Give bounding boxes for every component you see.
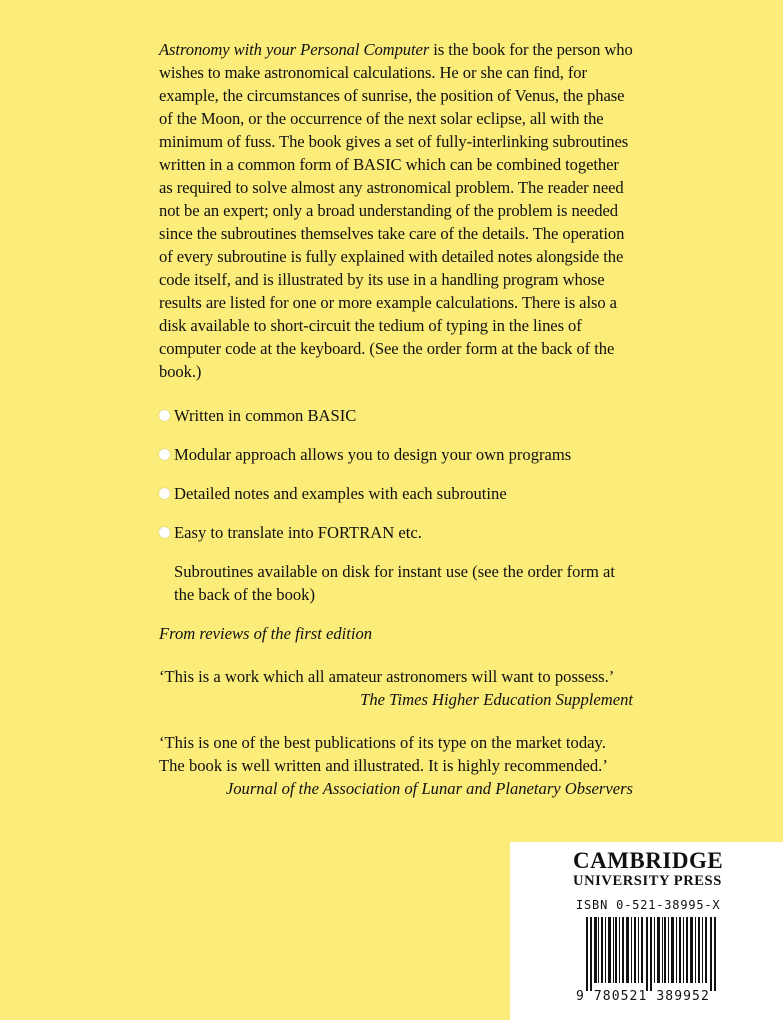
book-title: Astronomy with your Personal Computer bbox=[159, 40, 430, 59]
feature-item bbox=[159, 404, 633, 427]
feature-item bbox=[159, 482, 633, 505]
barcode-number: 9 780521 389952 bbox=[576, 989, 710, 1004]
isbn-label: ISBN 0-521-38995-X bbox=[576, 898, 721, 912]
review-source: Journal of the Association of Lunar and Planetary Observers bbox=[225, 779, 633, 798]
feature-item bbox=[159, 443, 633, 466]
bullet-icon bbox=[159, 488, 170, 499]
feature-text: Detailed notes and examples with each subroutine bbox=[174, 484, 507, 503]
publisher-logo-subtitle: UNIVERSITY PRESS bbox=[573, 873, 722, 889]
blurb-body: is the book for the person who wishes to make astronomical calculations. He or she can find, for example, the circumstances of sunrise, the position of Venus, the phase of the Moon, or the occurrence of the next solar eclipse, all with the minimum of fuss. The book gives a set of fully-interlinking subroutines written in a common form of BASIC which can be combined together as required to solve almost any astronomical problem. The reader need not be an expert; only a broad understanding of the problem is needed since the subroutines themselves take care of the details. The operation of every subroutine is fully explained with detailed notes alongside the code itself, and is illustrated by its use in a handling program whose results are listed for one or more example calculations. There is also a disk available to short-circuit the tedium of typing in the lines of computer code at the keyboard. (See the order form at the back of the book.) bbox=[159, 40, 633, 381]
review-quote: ‘This is one of the best publications of its type on the market today. The book is well written and illustrated. It is highly recommended.’ bbox=[159, 733, 608, 775]
barcode-icon bbox=[586, 917, 716, 991]
bullet-icon bbox=[159, 410, 170, 421]
publisher-logo-name: CAMBRIDGE bbox=[573, 848, 724, 873]
barcode bbox=[576, 917, 716, 1004]
blurb-paragraph bbox=[159, 38, 633, 383]
feature-text: Written in common BASIC bbox=[174, 406, 357, 425]
review-item bbox=[159, 731, 633, 800]
feature-item bbox=[159, 521, 633, 544]
bullet-icon bbox=[159, 527, 170, 538]
disk-note: Subroutines available on disk for instant use (see the order form at the back of the book) bbox=[174, 562, 615, 604]
review-source: The Times Higher Education Supplement bbox=[360, 690, 633, 709]
publisher-box bbox=[510, 842, 783, 1020]
feature-list bbox=[159, 404, 633, 606]
feature-text: Modular approach allows you to design your own programs bbox=[174, 445, 572, 464]
review-item bbox=[159, 665, 633, 711]
reviews-heading: From reviews of the first edition bbox=[159, 624, 373, 643]
bullet-icon bbox=[159, 449, 170, 460]
feature-text: Easy to translate into FORTRAN etc. bbox=[174, 523, 422, 542]
review-quote: ‘This is a work which all amateur astronomers will want to possess.’ bbox=[159, 667, 615, 686]
cover-content bbox=[159, 38, 633, 800]
